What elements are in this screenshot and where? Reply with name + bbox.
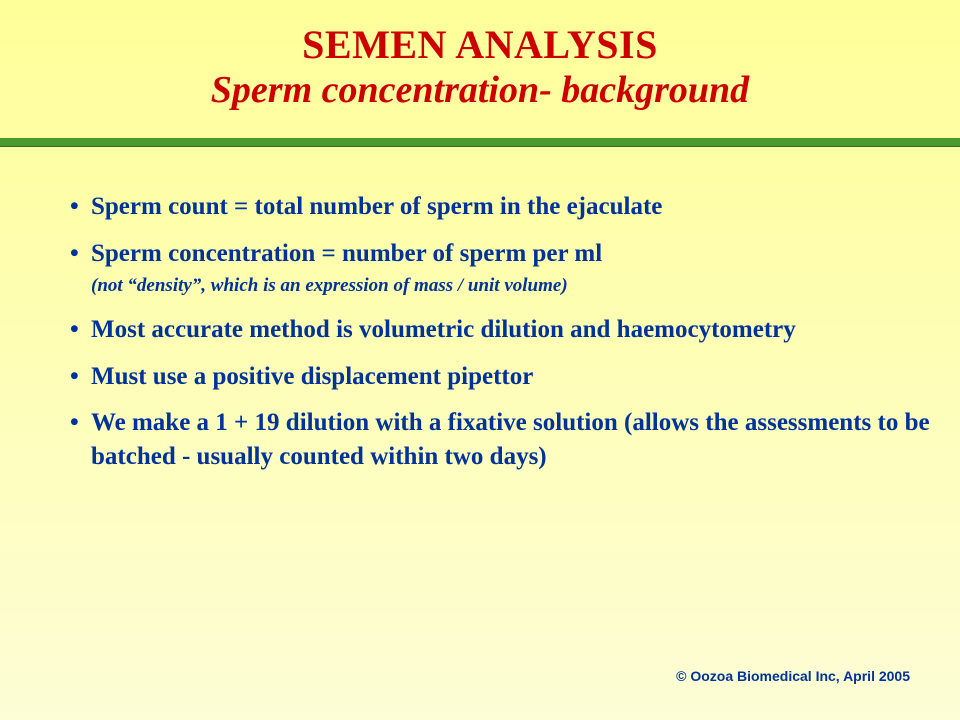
bullet-text: Sperm count = total number of sperm in the ejaculate <box>91 193 663 220</box>
header-divider <box>0 138 960 147</box>
bullet-note: (not “density”, which is an expression of mass / unit volume) <box>91 275 568 296</box>
bullet-text: Most accurate method is volumetric dilution and haemocytometry <box>91 316 796 343</box>
bullet-item <box>70 406 930 474</box>
bullet-item <box>70 360 930 394</box>
bullet-list <box>70 190 930 474</box>
bullet-marker: • <box>70 409 79 436</box>
slide-title: SEMEN ANALYSIS <box>302 22 658 67</box>
bullet-marker: • <box>70 316 79 343</box>
bullet-item <box>70 237 930 300</box>
bullet-text: We make a 1 + 19 dilution with a fixative solution (allows the assessments to be batched - usually counted within two days) <box>91 409 930 470</box>
slide-header <box>0 22 960 112</box>
bullet-item <box>70 190 930 224</box>
bullet-text: Must use a positive displacement pipettor <box>91 363 534 390</box>
copyright-footer: © Oozoa Biomedical Inc, April 2005 <box>676 668 910 684</box>
bullet-text: Sperm concentration = number of sperm per ml <box>91 240 603 267</box>
bullet-marker: • <box>70 193 79 220</box>
bullet-item <box>70 313 930 347</box>
bullet-marker: • <box>70 363 79 390</box>
slide-subtitle: Sperm concentration- background <box>210 69 750 111</box>
bullet-marker: • <box>70 240 79 267</box>
